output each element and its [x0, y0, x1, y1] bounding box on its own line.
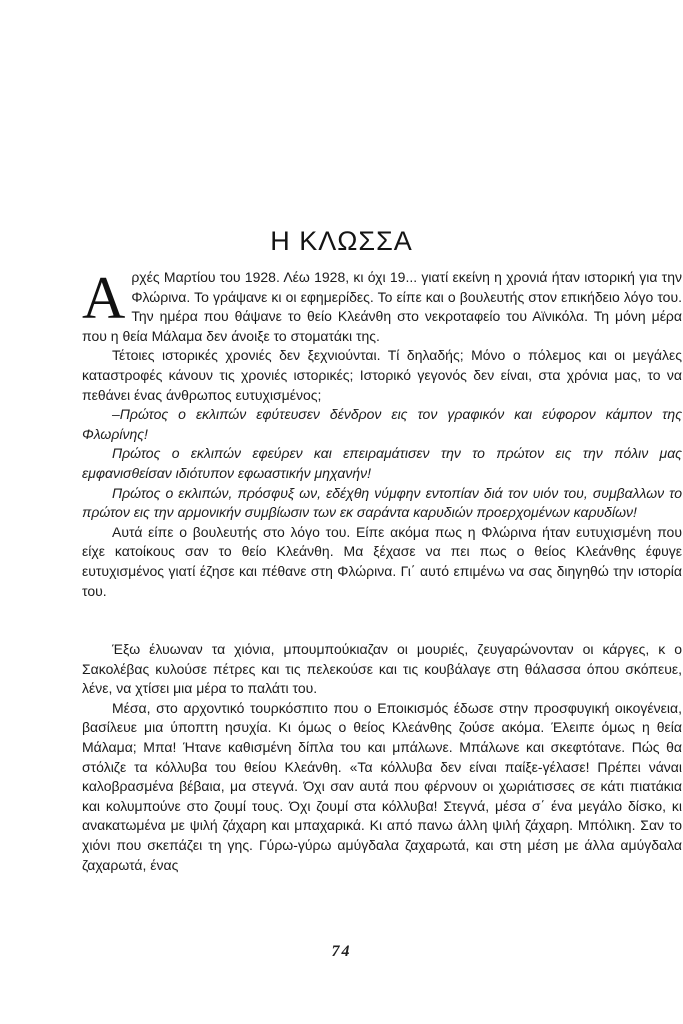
paragraph-4: Έξω έλυωναν τα χιόνια, μπουμπούκιαζαν οι μουριές, ζευγαρώνονταν οι κάργες, κ ο Σακολέβας κυλούσε πέτρες και τις πελεκούσε και τις κουβάλαγε στη θάλασσα όπου σκόπευε, λένε, να χτίσει μια μέρα το παλάτι του. [82, 641, 682, 697]
quote-3: Πρώτος ο εκλιπών, πρόσφυξ ων, εδέχθη νύμφην εντοπίαν διά τον υιόν του, συμβαλλων το πρώτον εις την αρμονικήν συμβίωσιν των εκ σαράντα καρυδιών προερχομένων καρυδίων! [82, 484, 682, 521]
paragraph-1 [82, 265, 682, 346]
paragraph-3: Αυτά είπε ο βουλευτής στο λόγο του. Είπε ακόμα πως η Φλώρινα ήταν ευτυχισμένη που είχε κατοίκους σαν το θείο Κλεάνθη. Μα ξέχασε να πει πως ο θείος Κλεάνθης έφυγε ευτυχισμένος γιατί έζησε και πέθανε στη Φλώρινα. Γι΄ αυτό επιμένω να σας διηγηθώ την ιστορία του. [82, 523, 682, 599]
paragraph-5: Μέσα, στο αρχοντικό τουρκόσπιτο που ο Εποικισμός έδωσε στην προσφυγική οικογένεια, βασίλευε μια ύποπτη ησυχία. Κι όμως ο θείος Κλεάνθης ζούσε ακόμα. Έλειπε όμως η θεία Μάλαμα; Μπα! Ήτανε καθισμένη δίπλα του και μπάλωνε. Μπάλωνε και σκεφτότανε. Πώς θα στόλιζε τα κόλλυβα του θείου Κλεάνθη. «Τα κόλλυβα δεν είναι παίξε-γέλασε! Πρέπει νάναι καλοβρασμένα βέβαια, μα στεγνά. Όχι σαν αυτά που φέρνουν οι χωριάτισσες σε κάτι πιατάκια και κολυμπούνε στο ζουμί τους. Όχι ζουμί στα κόλλυβα! Στεγνά, μέσα σ΄ ένα μεγάλο δίσκο, κι ανακατωμένα με ψιλή ζάχαρη και μπαχαρικά. Κι από πανω άλλη ψιλή ζάχαρη. Μπόλικη. Σαν το χιόνι που σκεπάζει τη γης. Γύρω-γύρω αμύγδαλα ζαχαρωτά, και στη μέση με άλλα αμύγδαλα ζαχαρωτά, ένας [82, 699, 682, 873]
paragraph-2: Τέτοιες ιστορικές χρονιές δεν ξεχνιούνται. Τί δηλαδής; Μόνο ο πόλεμος και οι μεγάλες καταστροφές κάνουν τις χρονιές ιστορικές; Ιστορικό γεγονός δεν είναι, στα χρόνια μας, το να πεθάνει ένας άνθρωπος ευτυχισμένος; [82, 347, 682, 403]
section-break [82, 601, 682, 640]
drop-cap: Α [82, 265, 126, 331]
page-number: 74 [331, 943, 352, 960]
quote-2: Πρώτος ο εκλιπών εφεύρεν και επειραμάτισεν την το πρώτον εις την πόλιν μας εμφανισθείσαν ιδιότυπον εφωαστικήν μηχανήν! [82, 445, 682, 481]
body-text [82, 265, 682, 875]
quote-1: –Πρώτος ο εκλιπών εφύτευσεν δένδρον εις τον γραφικόν και εύφορον κάμπον της Φλωρίνης! [82, 406, 682, 442]
paragraph-1-text: ρχές Μαρτίου του 1928. Λέω 1928, κι όχι 19... γιατί εκείνη η χρονιά ήταν ιστορική για την Φλώρινα. Το γράψανε κι οι εφημερίδες. Το είπε και ο βουλευτής στον επικήδειο λόγο του. Την ημέρα που θάψανε το θείο Κλεάνθη στο νεκροταφείο του Αϊνικόλα. Τη μόνη μέρα που η θεία Μάλαμα δεν άνοιξε το στοματάκι της. [82, 269, 682, 344]
page-title: Η ΚΛΩΣΣΑ [270, 226, 413, 256]
